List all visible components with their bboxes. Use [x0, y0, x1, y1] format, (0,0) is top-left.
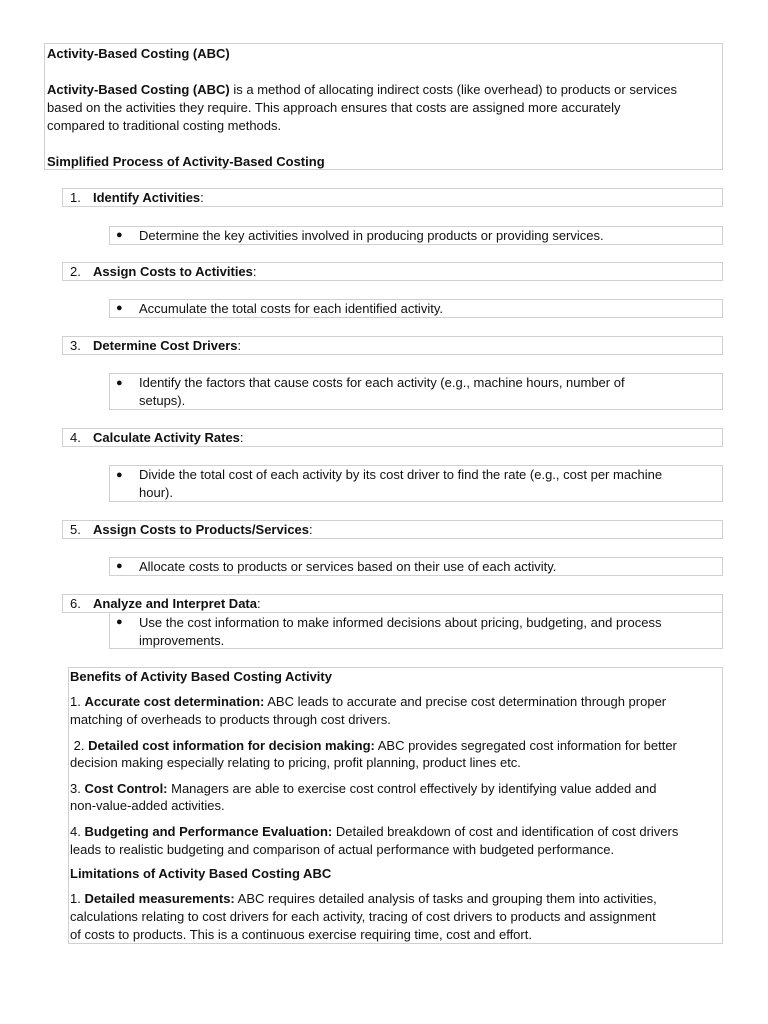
- step-6-title-line: Analyze and Interpret Data:: [93, 596, 261, 611]
- step-2-number: 2.: [70, 264, 81, 279]
- step-6-detail-line1: Use the cost information to make informed decisions about pricing, budgeting, and process: [139, 615, 662, 630]
- step-3-detail-line1: Identify the factors that cause costs for each activity (e.g., machine hours, number of: [139, 375, 625, 390]
- benefit-1-line1: 1. Accurate cost determination: ABC leads to accurate and precise cost determination through proper: [70, 694, 667, 709]
- step-1-title: Identify Activities: [93, 190, 201, 205]
- step-3-number: 3.: [70, 338, 81, 353]
- benefit-2-title: Detailed cost information for decision making:: [88, 738, 375, 753]
- bullet-icon: ●: [116, 377, 123, 389]
- bullet-icon: ●: [116, 469, 123, 481]
- bullet-icon: ●: [116, 302, 123, 314]
- intro-paragraph-line1: [47, 81, 677, 99]
- benefit-3-line2: non-value-added activities.: [70, 798, 225, 813]
- bullet-icon: ●: [116, 229, 123, 241]
- benefit-4-line2: leads to realistic budgeting and comparison of actual performance with budgeted performance.: [70, 842, 615, 857]
- step-4-number: 4.: [70, 430, 81, 445]
- benefit-2-line2: decision making especially relating to pricing, profit planning, product lines etc.: [70, 755, 521, 770]
- step-5-number: 5.: [70, 522, 81, 537]
- step-1-detail: Determine the key activities involved in producing products or providing services.: [139, 228, 604, 243]
- step-6-number: 6.: [70, 596, 81, 611]
- limitation-1-line1: 1. Detailed measurements: ABC requires detailed analysis of tasks and grouping them into activities,: [70, 891, 657, 906]
- bullet-icon: ●: [116, 560, 123, 572]
- limitation-1-title: Detailed measurements:: [84, 891, 235, 906]
- step-5-title-line: Assign Costs to Products/Services:: [93, 522, 313, 537]
- limitation-1-line2: calculations relating to cost drivers for each activity, tracing of cost drivers to products and assignment: [70, 909, 656, 924]
- step-5-title: Assign Costs to Products/Services: [93, 522, 310, 537]
- benefit-2-line1: 2. Detailed cost information for decision making: ABC provides segregated cost information for better: [70, 738, 677, 753]
- step-2-title: Assign Costs to Activities: [93, 264, 253, 279]
- benefits-heading: Benefits of Activity Based Costing Activity: [70, 669, 332, 684]
- bullet-icon: ●: [116, 616, 123, 628]
- intro-paragraph-line3: compared to traditional costing methods.: [47, 118, 282, 133]
- step-2-detail: Accumulate the total costs for each identified activity.: [139, 301, 443, 316]
- step-3-title-line: Determine Cost Drivers:: [93, 338, 242, 353]
- step-6-detail-line2: improvements.: [139, 633, 225, 648]
- step-2-title-line: Assign Costs to Activities:: [93, 264, 257, 279]
- step-4-detail-line2: hour).: [139, 485, 173, 500]
- step-4-title: Calculate Activity Rates: [93, 430, 240, 445]
- process-heading: Simplified Process of Activity-Based Costing: [47, 154, 325, 169]
- benefit-1-title: Accurate cost determination:: [84, 694, 265, 709]
- step-5-detail: Allocate costs to products or services based on their use of each activity.: [139, 559, 557, 574]
- step-4-title-line: Calculate Activity Rates:: [93, 430, 244, 445]
- step-1-number: 1.: [70, 190, 81, 205]
- step-4-detail-line1: Divide the total cost of each activity by its cost driver to find the rate (e.g., cost per machine: [139, 467, 663, 482]
- intro-paragraph-line2: based on the activities they require. This approach ensures that costs are assigned more accurately: [47, 100, 621, 115]
- benefit-1-line2: matching of overheads to products through cost drivers.: [70, 712, 391, 727]
- step-3-title: Determine Cost Drivers: [93, 338, 238, 353]
- benefit-3-title: Cost Control:: [84, 781, 168, 796]
- benefit-3-line1: 3. Cost Control: Managers are able to exercise cost control effectively by identifying value added and: [70, 781, 657, 796]
- doc-title: Activity-Based Costing (ABC): [47, 46, 230, 61]
- step-1-title-line: Identify Activities:: [93, 190, 204, 205]
- limitation-1-line3: of costs to products. This is a continuous exercise requiring time, cost and effort.: [70, 927, 532, 942]
- step-6-title: Analyze and Interpret Data: [93, 596, 257, 611]
- benefit-4-line1: 4. Budgeting and Performance Evaluation: Detailed breakdown of cost and identification of cost drivers: [70, 824, 679, 839]
- limitations-heading: Limitations of Activity Based Costing ABC: [70, 866, 332, 881]
- intro-lead-rest: is a method of allocating indirect costs (like overhead) to products or services: [229, 82, 678, 97]
- intro-lead-bold: Activity-Based Costing (ABC): [47, 82, 230, 97]
- benefit-4-title: Budgeting and Performance Evaluation:: [84, 824, 333, 839]
- step-3-detail-line2: setups).: [139, 393, 186, 408]
